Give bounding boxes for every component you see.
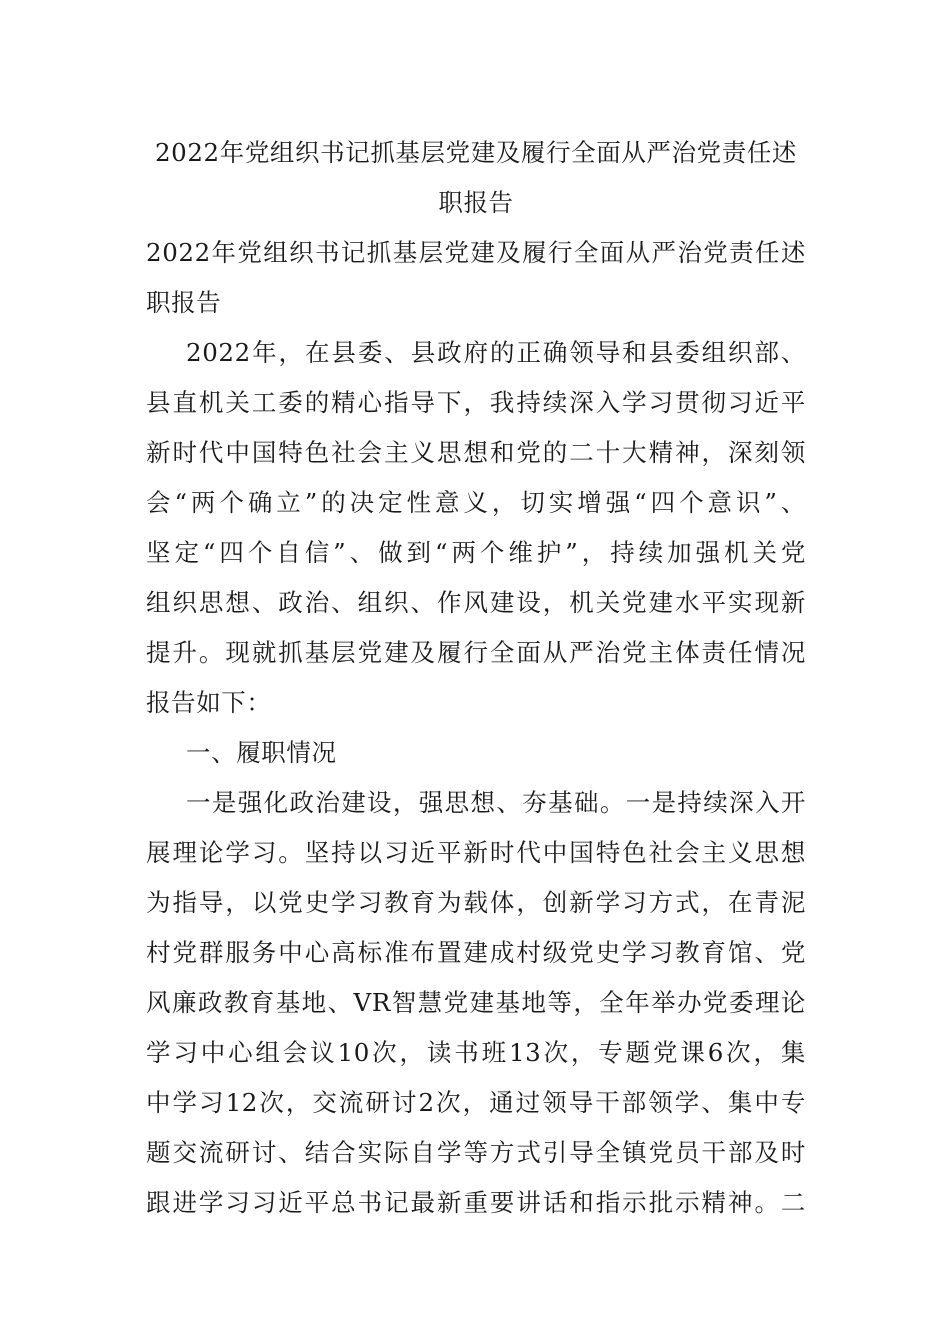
title-line-1: 2022年党组织书记抓基层党建及履行全面从严治党责任述: [154, 138, 798, 167]
intro-line-2: 县直机关工委的精心指导下，我持续深入学习贯彻习近平: [146, 388, 806, 417]
body-line-9: 跟进学习习近平总书记最新重要讲话和指示批示精神。二: [146, 1188, 806, 1217]
intro-line-1: 2022年，在县委、县政府的正确领导和县委组织部、: [186, 338, 806, 367]
body-line-5: 风廉政教育基地、VR智慧党建基地等，全年举办党委理论: [146, 988, 806, 1017]
subtitle-line-2: 职报告: [146, 288, 222, 317]
body-line-3: 为指导，以党史学习教育为载体，创新学习方式，在青泥: [146, 888, 806, 917]
intro-line-5: 坚定“四个自信”、做到“两个维护”，持续加强机关党: [146, 538, 806, 567]
section-heading: 一、履职情况: [186, 738, 337, 767]
body-line-1: 一是强化政治建设，强思想、夯基础。一是持续深入开: [186, 788, 806, 817]
body-line-2: 展理论学习。坚持以习近平新时代中国特色社会主义思想: [146, 838, 806, 867]
intro-line-8: 报告如下：: [146, 688, 272, 717]
body-line-7: 中学习12次，交流研讨2次，通过领导干部领学、集中专: [146, 1088, 806, 1117]
intro-line-6: 组织思想、政治、组织、作风建设，机关党建水平实现新: [146, 588, 806, 617]
intro-line-7: 提升。现就抓基层党建及履行全面从严治党主体责任情况: [146, 638, 806, 667]
body-line-6: 学习中心组会议10次，读书班13次，专题党课6次，集: [146, 1038, 806, 1067]
subtitle-line-1: 2022年党组织书记抓基层党建及履行全面从严治党责任述: [146, 238, 806, 267]
body-line-8: 题交流研讨、结合实际自学等方式引导全镇党员干部及时: [146, 1138, 806, 1167]
intro-line-4: 会“两个确立”的决定性意义，切实增强“四个意识”、: [146, 488, 806, 517]
document-page: [146, 128, 806, 1228]
title-line-2: 职报告: [438, 188, 514, 217]
intro-line-3: 新时代中国特色社会主义思想和党的二十大精神，深刻领: [146, 438, 806, 467]
body-line-4: 村党群服务中心高标准布置建成村级党史学习教育馆、党: [146, 938, 806, 967]
